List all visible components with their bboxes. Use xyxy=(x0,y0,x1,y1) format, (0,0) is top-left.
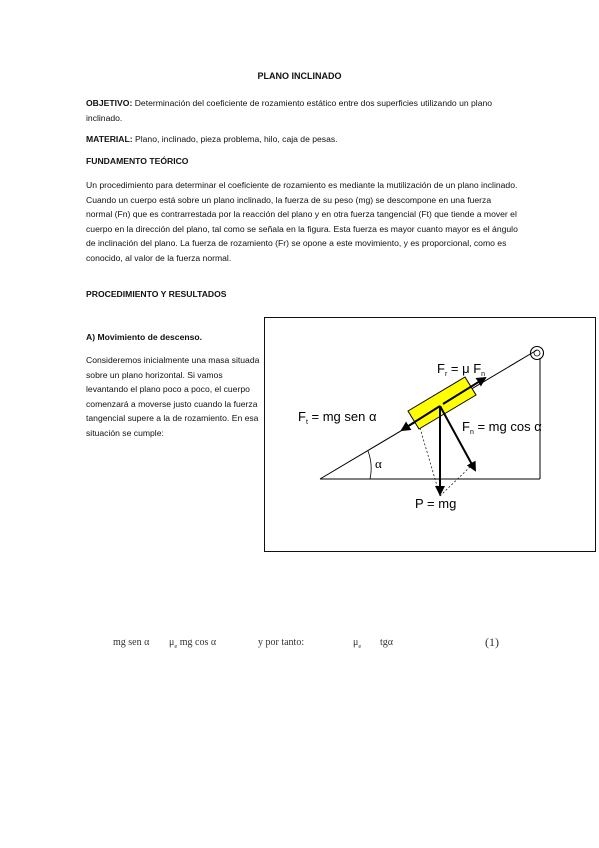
descenso-heading: A) Movimiento de descenso. xyxy=(86,332,203,342)
angle-arc xyxy=(368,451,371,479)
ft-label: $F_t$ = mg sen α xyxy=(298,409,377,426)
fn-label: $F_n$ = mg cos α xyxy=(462,419,542,436)
procedimiento-heading: PROCEDIMIENTO Y RESULTADOS xyxy=(86,289,227,299)
formula-rhs: tgα xyxy=(380,637,394,648)
material-label: MATERIAL: xyxy=(86,134,133,144)
page-title: PLANO INCLINADO xyxy=(257,71,342,81)
objetivo-paragraph xyxy=(86,96,518,125)
formula-text: y por tanto: xyxy=(258,637,305,648)
objetivo-text: Determinación del coeficiente de rozamiento estático entre dos superficies utilizando un plano inclinado. xyxy=(86,98,493,123)
fn-arrow xyxy=(440,406,475,470)
inclined-plane-diagram xyxy=(265,318,597,553)
descenso-text: Consideremos inicialmente una masa situada sobre un plano horizontal. Si vamos levantando el plano poco a poco, el cuerpo comenzará a moverse justo cuando la fuerza tangencial supere a la de rozamiento. En esa situación se cumple: xyxy=(86,355,260,438)
material-text: Plano, inclinado, pieza problema, hilo, caja de pesas. xyxy=(132,134,338,144)
inclined-plane-figure xyxy=(264,317,596,552)
formula-mu: $\mu_e$ xyxy=(353,637,362,650)
pulley-axle-icon xyxy=(534,350,540,356)
fr-label: $F_r = \mu$ $F_n$ xyxy=(437,361,486,378)
formula-lhs: mg sen α xyxy=(113,637,150,648)
fundamento-text: Un procedimiento para determinar el coeficiente de rozamiento es mediante la mutilización de un plano inclinado. Cuando un cuerpo está sobre un plano inclinado, la fuerza de su peso (mg) se descompone en una fuerza normal (Fn) que es contrarrestada por la reacción del plano y en otra fuerza tangencial (Ft) que tiende a mover el cuerpo en la dirección del plano, tal como se señala en la figura. Esta fuerza es mayor cuanto mayor es el ángulo de inclinación del plano. La fuerza de rozamiento (Fr) se opone a este movimiento, y es proporcional, como es conocido, al valor de la fuerza normal. xyxy=(86,180,518,263)
dashed-line-2 xyxy=(420,428,440,496)
formula-mid: $\mu_e$ mg cos α xyxy=(169,637,217,650)
fundamento-heading: FUNDAMENTO TEÓRICO xyxy=(86,156,189,166)
p-label: P = mg xyxy=(415,496,457,511)
material-paragraph xyxy=(86,132,518,147)
objetivo-label: OBJETIVO: xyxy=(86,98,133,108)
alpha-label: α xyxy=(375,456,382,471)
formula-number: (1) xyxy=(485,635,499,649)
